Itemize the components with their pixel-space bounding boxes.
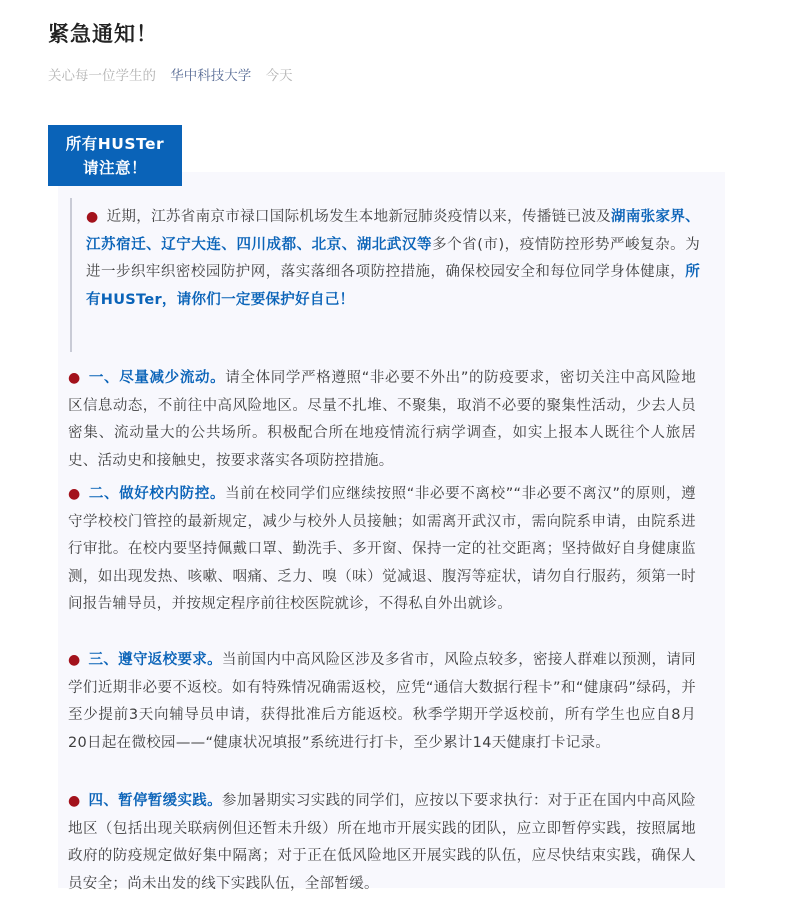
bullet-icon: ● [86, 209, 99, 225]
account-name-link[interactable]: 华中科技大学 [170, 68, 252, 84]
bullet-icon: ● [68, 370, 81, 386]
section-reduce-movement [68, 365, 696, 475]
bullet-icon: ● [68, 793, 81, 809]
bullet-icon: ● [68, 652, 81, 668]
section-heading: 四、暂停暂缓实践。 [88, 793, 222, 809]
article-title: 紧急通知！ [48, 22, 158, 46]
intro-highlight-2: 所有HUSTer，请你们一定要保护好自己！ [86, 264, 700, 308]
intro-text-2: 多个省(市)，疫情防控形势严峻复杂。为进一步织牢织密校园防护网，落实落细各项防控措施，确保校园安全和每位同学身体健康， [86, 236, 700, 280]
banner-line-2: 请注意！ [82, 159, 147, 177]
publish-date: 今天 [265, 68, 293, 84]
section-body: 请全体同学严格遵照“非必要不外出”的防疫要求，密切关注中高风险地区信息动态，不前往中高风险地区。尽量不扎堆、不聚集，取消不必要的聚集性活动，少去人员密集、流动量大的公共场所。积极配合所在地疫情流行病学调查，如实上报本人既往个人旅居史、活动史和接触史，按要求落实各项防控措施。 [68, 370, 696, 469]
section-body: 当前国内中高风险区涉及多省市，风险点较多，密接人群难以预测，请同学们近期非必要不返校。如有特殊情况确需返校，应凭“通信大数据行程卡”和“健康码”绿码，并至少提前3天向辅导员申请，获得批准后方能返校。秋季学期开学返校前，所有学生也应自8月20日起在微校园——“健康状况填报”系统进行打卡，至少累计14天健康打卡记录。 [68, 652, 696, 751]
section-return-rules [68, 647, 696, 757]
section-body: 当前在校同学们应继续按照“非必要不离校”“非必要不离汉”的原则，遵守学校校门管控的最新规定，减少与校外人员接触；如需离开武汉市，需向院系申请，由院系进行审批。在校内要坚持佩戴口罩、勤洗手、多开窗、保持一定的社交距离；坚持做好自身健康监测，如出现发热、咳嗽、咽痛、乏力、嗅（味）觉减退、腹泻等症状，请勿自行服药，须第一时间报告辅导员，并按规定程序前往校医院就诊，不得私自外出就诊。 [68, 486, 696, 612]
section-pause-practice [68, 788, 696, 898]
section-campus-prevention [68, 481, 696, 619]
section-heading: 二、做好校内防控。 [88, 486, 226, 502]
notice-banner [48, 125, 182, 186]
banner-line-1: 所有HUSTer [65, 135, 165, 153]
article-meta [48, 64, 293, 84]
section-heading: 一、尽量减少流动。 [88, 370, 226, 386]
section-body: 参加暑期实习实践的同学们，应按以下要求执行：对于正在国内中高风险地区（包括出现关联病例但还暂未升级）所在地市开展实践的团队，应立即暂停实践，按照属地政府的防疫规定做好集中隔离；对于正在低风险地区开展实践的队伍，应尽快结束实践，确保人员安全；尚未出发的线下实践队伍，全部暂缓。 [68, 793, 696, 892]
quote-bar [70, 198, 72, 352]
intro-highlight-1: 湖南张家界、江苏宿迁、辽宁大连、四川成都、北京、湖北武汉等 [86, 209, 700, 253]
meta-tagline: 关心每一位学生的 [48, 68, 156, 84]
intro-paragraph [86, 204, 700, 314]
intro-text-1: 近期，江苏省南京市禄口国际机场发生本地新冠肺炎疫情以来，传播链已波及 [106, 209, 611, 225]
bullet-icon: ● [68, 486, 81, 502]
section-heading: 三、遵守返校要求。 [88, 652, 222, 668]
